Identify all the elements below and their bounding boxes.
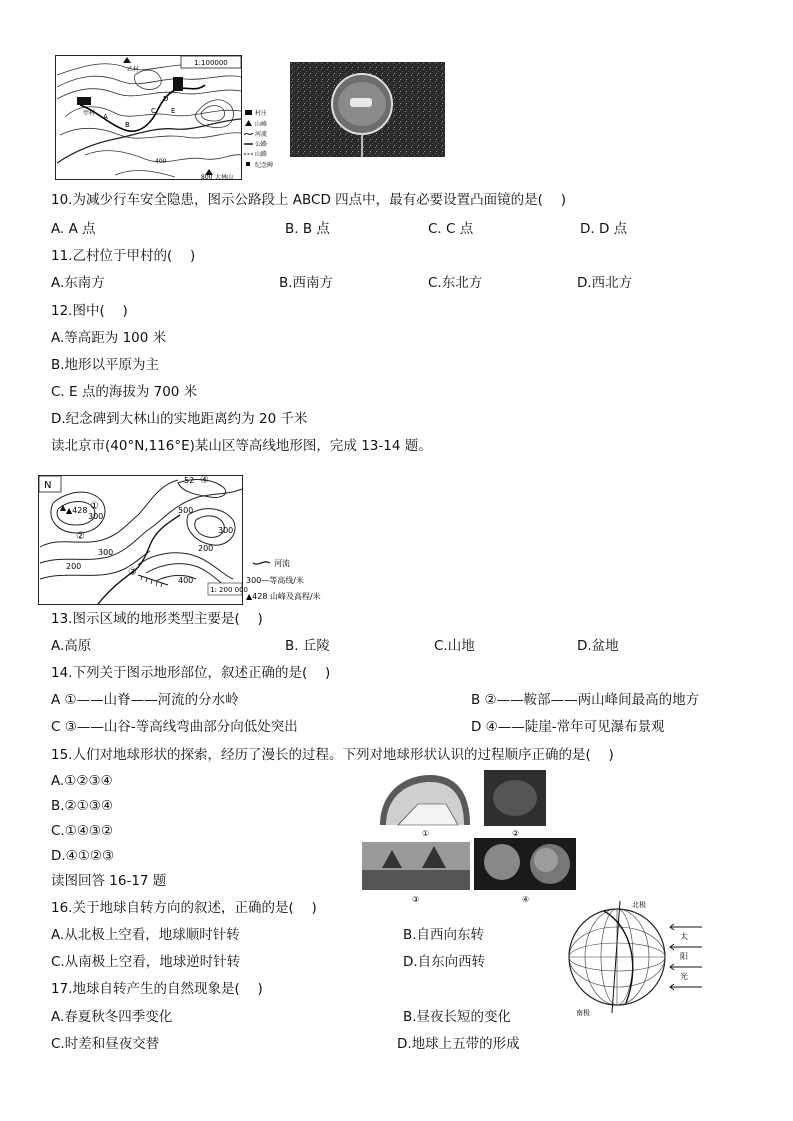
q13-option-c[interactable]: C.山地 (434, 638, 475, 654)
image-2-label: ② (512, 829, 520, 838)
map1-legend (244, 109, 273, 169)
point-b-label: B (125, 121, 130, 129)
sunlight-label: 光 (680, 972, 688, 981)
image-1-label: ① (422, 829, 430, 838)
intro-16-17: 读图回答 16-17 题 (51, 873, 167, 889)
topographic-map-2 (38, 475, 358, 605)
earth-shape-images (362, 770, 582, 910)
svg-text:村庄: 村庄 (255, 110, 268, 117)
q12-option-a[interactable]: A.等高距为 100 米 (51, 330, 167, 346)
dalin-mountain-label: 大林山 (215, 174, 234, 180)
contour-label: 500 (178, 506, 194, 515)
contour-label: 300 (218, 526, 234, 535)
q15-option-d[interactable]: D.④①②③ (51, 848, 115, 864)
sunlight-label: 阳 (680, 952, 688, 961)
svg-text:河流: 河流 (274, 559, 290, 568)
q11-option-c[interactable]: C.东北方 (428, 275, 483, 291)
question-11-stem: 11.乙村位于甲村的( ) (51, 248, 196, 264)
contour-label: 300 (88, 512, 104, 521)
north-label: N (44, 480, 52, 491)
q14-option-b[interactable]: B ②——鞍部——两山峰间最高的地方 (471, 692, 700, 708)
q15-option-a[interactable]: A.①②③④ (51, 773, 113, 789)
q16-option-c[interactable]: C.从南极上空看，地球逆时针转 (51, 954, 241, 970)
village-yi-label: 乙村 (127, 66, 140, 73)
contour-800-label: 800 (201, 174, 213, 180)
q14-option-a[interactable]: A ①——山脊——河流的分水岭 (51, 692, 239, 708)
contour-label: 400 (178, 576, 194, 585)
q17-option-b[interactable]: B.昼夜长短的变化 (403, 1009, 512, 1025)
svg-text:公路: 公路 (255, 141, 268, 148)
question-13-stem: 13.图示区域的地形类型主要是( ) (51, 611, 263, 627)
contour-label: 200 (198, 544, 214, 553)
svg-text:纪念碑: 纪念碑 (255, 162, 274, 169)
q15-option-b[interactable]: B.②①③④ (51, 798, 113, 814)
globe-sunlight-figure (562, 897, 707, 1017)
q14-option-c[interactable]: C ③——山谷-等高线弯曲部分向低处突出 (51, 719, 298, 735)
q11-option-b[interactable]: B.西南方 (279, 275, 334, 291)
mark-2: ② (76, 531, 85, 542)
image-4-label: ④ (522, 895, 530, 904)
q13-option-b[interactable]: B. 丘陵 (285, 638, 330, 654)
point-a-label: A (103, 113, 108, 121)
q11-option-d[interactable]: D.西北方 (577, 275, 633, 291)
q16-option-d[interactable]: D.自东向西转 (403, 954, 486, 970)
svg-text:山峰: 山峰 (255, 121, 268, 128)
village-jia-label: 甲村 (83, 110, 96, 117)
svg-text:河流: 河流 (255, 131, 268, 138)
q17-option-d[interactable]: D.地球上五带的形成 (397, 1036, 520, 1052)
q14-option-d[interactable]: D ④——陡崖-常年可见瀑布景观 (471, 719, 665, 735)
contour-label: 52 (184, 476, 195, 485)
q10-option-a[interactable]: A. A 点 (51, 221, 96, 237)
topographic-map-1 (55, 55, 280, 180)
svg-text:300—等高线/米: 300—等高线/米 (246, 576, 304, 585)
intro-13-14: 读北京市(40°N,116°E)某山区等高线地形图，完成 13-14 题。 (51, 438, 432, 454)
q16-option-a[interactable]: A.从北极上空看，地球顺时针转 (51, 927, 240, 943)
question-12-stem: 12.图中( ) (51, 303, 128, 319)
q10-option-c[interactable]: C. C 点 (428, 221, 474, 237)
contour-label: 200 (66, 562, 82, 571)
mark-3: ③ (128, 567, 137, 578)
question-14-stem: 14.下列关于图示地形部位，叙述正确的是( ) (51, 665, 331, 681)
point-c-label: C (151, 107, 156, 115)
q12-option-c[interactable]: C. E 点的海拔为 700 米 (51, 384, 198, 400)
question-17-stem: 17.地球自转产生的自然现象是( ) (51, 981, 263, 997)
map2-scale: 1: 200 000 (210, 586, 248, 594)
q12-option-d[interactable]: D.纪念碑到大林山的实地距离约为 20 千米 (51, 411, 308, 427)
q11-option-a[interactable]: A.东南方 (51, 275, 105, 291)
question-10-stem: 10.为减少行车安全隐患，图示公路段上 ABCD 四点中，最有必要设置凸面镜的是( ) (51, 192, 566, 208)
q10-option-b[interactable]: B. B 点 (285, 221, 330, 237)
q13-option-d[interactable]: D.盆地 (577, 638, 619, 654)
question-15-stem: 15.人们对地球形状的探索，经历了漫长的过程。下列对地球形状认识的过程顺序正确的是( ) (51, 747, 614, 763)
q17-option-a[interactable]: A.春夏秋冬四季变化 (51, 1009, 173, 1025)
question-16-stem: 16.关于地球自转方向的叙述，正确的是( ) (51, 900, 317, 916)
q10-option-d[interactable]: D. D 点 (580, 221, 628, 237)
contour-label: 300 (98, 548, 114, 557)
sunlight-label: 太 (680, 932, 688, 941)
mark-4: ④ (200, 475, 209, 486)
q16-option-b[interactable]: B.自西向东转 (403, 927, 485, 943)
point-e-label: E (171, 107, 176, 115)
q15-option-c[interactable]: C.①④③② (51, 823, 114, 839)
mark-1: ① (90, 501, 99, 512)
convex-mirror-photo (290, 62, 445, 157)
q12-option-b[interactable]: B.地形以平原为主 (51, 357, 160, 373)
image-3-label: ③ (412, 895, 420, 904)
svg-text:▲428 山峰及高程/米: ▲428 山峰及高程/米 (246, 592, 321, 601)
north-pole-label: 北极 (632, 901, 646, 909)
map1-scale: 1:100000 (194, 59, 228, 67)
contour-400-label: 400 (155, 158, 167, 165)
point-d-label: D (163, 95, 169, 103)
peak-428-label: ▲428 (66, 506, 88, 515)
q17-option-c[interactable]: C.时差和昼夜交替 (51, 1036, 160, 1052)
svg-text:山路: 山路 (255, 151, 268, 158)
q13-option-a[interactable]: A.高原 (51, 638, 92, 654)
south-pole-label: 南极 (576, 1009, 590, 1017)
